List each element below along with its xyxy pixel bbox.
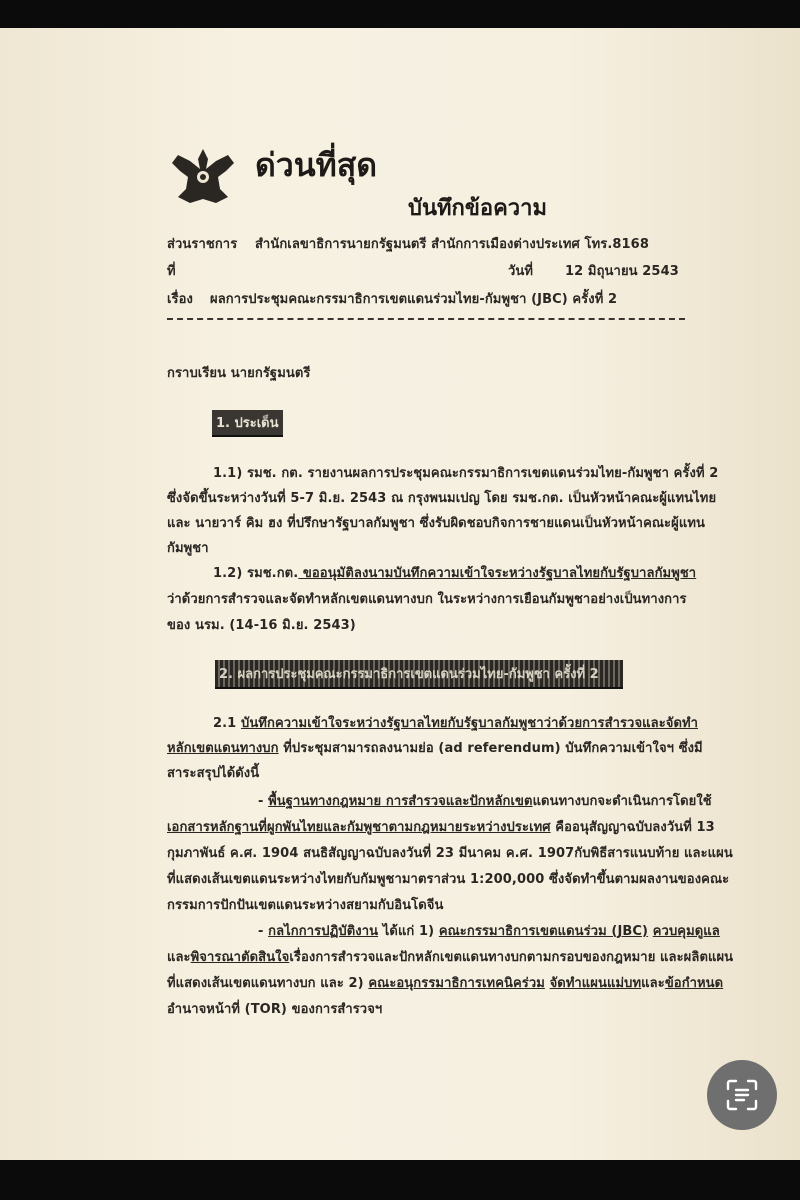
dept-value: สำนักเลขาธิการนายกรัฐมนตรี สำนักการเมืองต่างประเทศ โทร.8168 xyxy=(255,237,649,252)
bullet2-underlined: คณะอนุกรรมาธิการเทคนิคร่วม xyxy=(368,976,545,991)
bullet2-text: และ xyxy=(641,976,665,991)
bullet1-text: แดนทางบกจะดำเนินการโดยใช้ xyxy=(532,794,712,809)
bullet1-underlined: พื้นฐานทางกฎหมาย xyxy=(268,794,382,809)
date-value: 12 มิถุนายน 2543 xyxy=(565,264,679,279)
p2-1-underlined: บันทึกความเข้าใจระหว่างรัฐบาลไทยกับรัฐบาลกัมพูชาว่าด้วยการสำรวจและจัดทำ xyxy=(240,716,699,731)
p1-2-line xyxy=(213,562,696,583)
urgency-heading: ด่วนที่สุด xyxy=(255,146,378,184)
section2-header: 2. ผลการประชุมคณะกรรมาธิการเขตแดนร่วมไทย-กัมพูชา ครั้งที่ 2 xyxy=(215,660,623,689)
dept-label: ส่วนราชการ xyxy=(167,237,238,252)
bullet2-underlined: ข้อกำหนด xyxy=(664,976,724,991)
subject-label: เรื่อง xyxy=(167,292,193,307)
bullet-dash: - xyxy=(258,794,269,809)
p2-1-prefix: 2.1 xyxy=(213,716,241,731)
p2-1-line: สาระสรุปได้ดังนี้ xyxy=(167,766,260,781)
p1-1-line: กัมพูชา xyxy=(167,541,209,556)
scan-text-icon xyxy=(725,1078,759,1112)
p2-1-underlined: หลักเขตแดนทางบก xyxy=(167,741,279,756)
bullet1-line: กุมภาพันธ์ ค.ศ. 1904 สนธิสัญญาฉบับลงวันที่ 23 มีนาคม ค.ศ. 1907กับพิธีสารแนบท้าย และแผน xyxy=(167,846,733,861)
p1-2-line: ของ นรม. (14-16 มิ.ย. 2543) xyxy=(167,618,356,633)
p2-1-line xyxy=(167,737,703,758)
salutation: กราบเรียน นายกรัฐมนตรี xyxy=(167,366,311,381)
date-label: วันที่ xyxy=(508,264,534,279)
bullet1-line xyxy=(167,816,715,837)
bullet1-line xyxy=(258,790,712,811)
bullet2-underlined: จัดทำแผนแม่บท xyxy=(549,976,642,991)
bullet1-line: ที่แสดงเส้นเขตแดนระหว่างไทยกับกัมพูชามาตราส่วน 1:200,000 ซึ่งจัดทำขึ้นตามผลงานของคณะ xyxy=(167,872,730,887)
bullet2-underlined: ควบคุมดูแล xyxy=(652,924,720,939)
bullet2-line xyxy=(167,946,733,967)
p2-1-line xyxy=(213,712,698,733)
top-black-bar xyxy=(0,0,800,28)
p1-1-line: 1.1) รมช. กต. รายงานผลการประชุมคณะกรรมาธิการเขตแดนร่วมไทย-กัมพูชา ครั้งที่ 2 xyxy=(213,466,719,481)
bullet2-underlined: พิจารณาตัดสินใจ xyxy=(190,950,290,965)
p1-1-line: ซึ่งจัดขึ้นระหว่างวันที่ 5-7 มิ.ย. 2543 ณ กรุงพนมเปญ โดย รมช.กต. เป็นหัวหน้าคณะผู้แทนไทย xyxy=(167,491,717,506)
bullet2-line xyxy=(258,920,720,941)
bullet2-line: อำนาจหน้าที่ (TOR) ของการสำรวจฯ xyxy=(167,1002,383,1017)
subject-value: ผลการประชุมคณะกรรมาธิการเขตแดนร่วมไทย-กัมพูชา (JBC) ครั้งที่ 2 xyxy=(210,292,618,307)
bullet1-text: คืออนุสัญญาฉบับลงวันที่ 13 xyxy=(550,820,715,835)
p1-2-underlined: ขออนุมัติลงนามบันทึกความเข้าใจระหว่างรัฐบาลไทยกับรัฐบาลกัมพูชา xyxy=(298,566,697,581)
p2-1-text: ที่ประชุมสามารถลงนามย่อ (ad referendum) บันทึกความเข้าใจฯ ซึ่งมี xyxy=(278,741,703,756)
bullet2-underlined: กลไกการปฏิบัติงาน xyxy=(268,924,379,939)
bullet1-underlined: การสำรวจและปักหลักเขต xyxy=(381,794,533,809)
garuda-emblem-icon xyxy=(168,145,238,207)
bullet1-underlined: เอกสารหลักฐานที่ผูกพันไทยและกัมพูชาตามกฎหมายระหว่างประเทศ xyxy=(167,820,551,835)
bottom-black-bar xyxy=(0,1160,800,1200)
bullet2-underlined: คณะกรรมาธิการเขตแดนร่วม (JBC) xyxy=(438,924,649,939)
bullet2-text: และ xyxy=(167,950,191,965)
p1-2-line: ว่าด้วยการสำรวจและจัดทำหลักเขตแดนทางบก ในระหว่างการเยือนกัมพูชาอย่างเป็นทางการ xyxy=(167,592,687,607)
lens-scan-button[interactable] xyxy=(707,1060,777,1130)
bullet2-text: ได้แก่ 1) xyxy=(378,924,439,939)
bullet2-line xyxy=(167,972,723,993)
bullet-dash: - xyxy=(258,924,269,939)
memo-title: บันทึกข้อความ xyxy=(408,196,548,221)
p1-2-prefix: 1.2) รมช.กต. xyxy=(213,566,299,581)
p1-1-line: และ นายวาร์ คิม ฮง ที่ปรึกษารัฐบาลกัมพูชา ซึ่งรับผิดชอบกิจการชายแดนเป็นหัวหน้าคณะผู้แทน xyxy=(167,516,705,531)
bullet2-text: ที่แสดงเส้นเขตแดนทางบก และ 2) xyxy=(167,976,369,991)
section1-header: 1. ประเด็น xyxy=(212,410,283,437)
header-divider xyxy=(167,318,685,320)
bullet2-text: เรื่องการสำรวจและปักหลักเขตแดนทางบกตามกรอบของกฎหมาย และผลิตแผน xyxy=(289,950,734,965)
bullet1-line: กรรมการปักปันเขตแดนระหว่างสยามกับอินโดจีน xyxy=(167,898,444,913)
ref-label: ที่ xyxy=(167,264,176,279)
